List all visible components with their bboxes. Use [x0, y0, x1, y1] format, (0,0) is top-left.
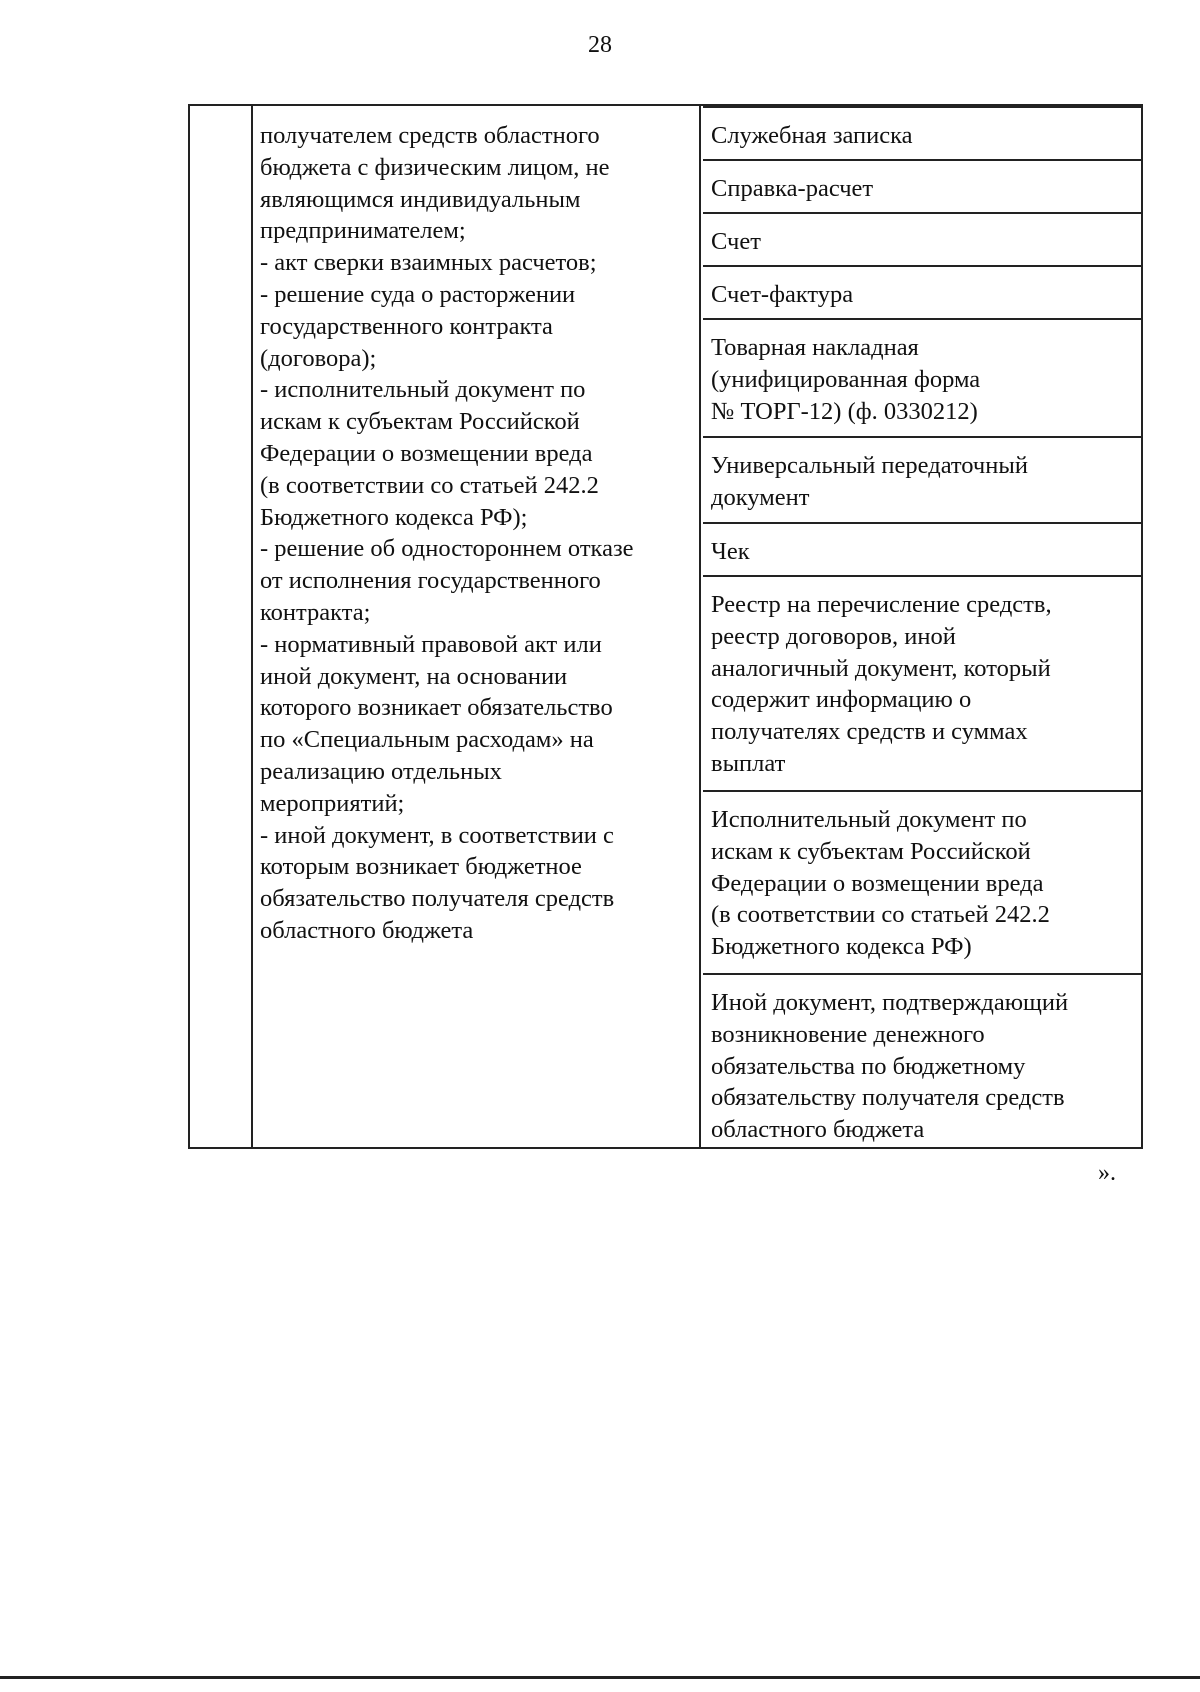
document-cell [703, 159, 1143, 212]
document-cell [703, 575, 1143, 790]
document-cell [703, 790, 1143, 973]
document-name: Исполнительный документ по искам к субъектам Российской Федерации о возмещении вреда (в соответствии со статьей 242.2 Бюджетного кодекса РФ) [711, 806, 1050, 961]
document-cell [703, 436, 1143, 522]
document-name: Справка-расчет [711, 175, 874, 202]
document-name: Универсальный передаточный документ [711, 452, 1028, 511]
document-cell [703, 318, 1143, 436]
document-name: Реестр на перечисление средств, реестр договоров, иной аналогичный документ, который содержит информацию о получателях средств и суммах выплат [711, 591, 1052, 777]
document-cell [703, 212, 1143, 265]
column-divider-left [251, 106, 253, 1147]
document-name: Иной документ, подтверждающий возникновение денежного обязательства по бюджетному обязательству получателя средств областного бюджета [711, 989, 1069, 1144]
page-number: 28 [588, 32, 612, 58]
document-name: Чек [711, 538, 750, 565]
document-name: Счет-фактура [711, 281, 854, 308]
document-cell [703, 265, 1143, 318]
document-table [188, 104, 1143, 1149]
document-name: Служебная записка [711, 122, 913, 149]
document-name: Счет [711, 228, 761, 255]
document-cell [703, 973, 1143, 1147]
closing-quote-mark: ». [1098, 1160, 1116, 1186]
document-cell [703, 106, 1143, 159]
document-cell [703, 522, 1143, 575]
bottom-rule [0, 1676, 1200, 1679]
basis-documents-text: получателем средств областного бюджета с физическим лицом, не являющимся индивидуальным предпринимателем; - акт сверки взаимных расчетов; - решение суда о расторжении государственного контракта (договора); - исполнительный документ по искам к субъектам Российской Федерации о возмещении вреда (в соответствии со статьей 242.2 Бюджетного кодекса РФ); - решение об одностороннем отказе от исполнения государственного контракта; - нормативный правовой акт или иной документ, на основании которого возникает обязательство по «Специальным расходам» на реализацию отдельных мероприятий; - иной документ, в соответствии с которым возникает бюджетное обязательство получателя средств областного бюджета [260, 122, 634, 944]
document-name: Товарная накладная (унифицированная форма № ТОРГ-12) (ф. 0330212) [711, 334, 981, 425]
